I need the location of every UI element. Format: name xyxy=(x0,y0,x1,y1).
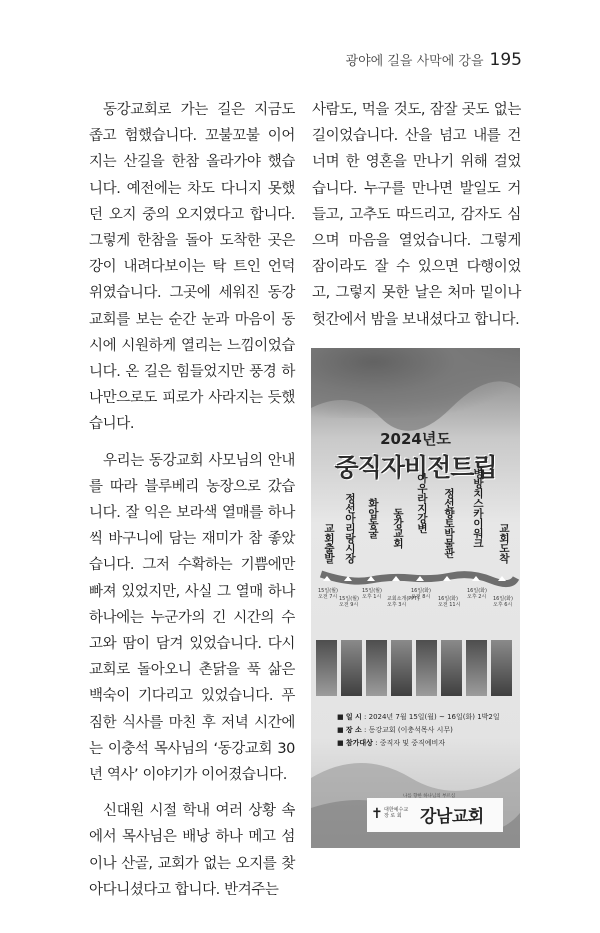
itinerary-stop-time: 15일(월) 오전 9시 xyxy=(339,596,359,608)
poster-year: 2024년도 xyxy=(380,430,451,448)
running-title: 광야에 길을 사막에 강을 xyxy=(345,54,484,69)
cross-icon: ✝ xyxy=(371,806,383,822)
itinerary-stop-time: 15일(월) 오후 1시 xyxy=(362,588,382,600)
itinerary-stop-time: 16일(화) 오전 11시 xyxy=(438,596,461,608)
paragraph: 신대원 시절 학내 여러 상황 속에서 목사님은 배낭 하나 메고 섬이나 산골, 교회가 없는 오지를 찾아다니셨다고 합니다. 반겨주는 xyxy=(89,803,295,898)
trip-poster xyxy=(311,348,520,848)
itinerary-stop-label: 화암동굴 xyxy=(367,498,379,538)
stop-photo xyxy=(441,640,462,696)
church-name: 강남교회 xyxy=(420,807,484,827)
itinerary-stop-time: 15일(월) 오전 7시 xyxy=(318,588,338,600)
itinerary-stop-time: 16일(화) 오후 6시 xyxy=(493,596,513,608)
itinerary-stop-label: 정선향토박물관 xyxy=(443,488,455,558)
poster-info-row: ■ 일 시 : 2024년 7월 15일(월) ~ 16일(화) 1박2일 xyxy=(337,713,500,721)
right-column xyxy=(312,97,521,343)
itinerary-stop-time: 16일(화) 오전 8시 xyxy=(411,588,431,600)
poster-info-row: ■ 참가대상 : 중직자 및 중직예비자 xyxy=(337,739,446,747)
stop-photo xyxy=(416,640,437,696)
paragraph: 동강교회로 가는 길은 지금도 좁고 험했습니다. 꼬불꼬불 이어지는 산길을 한참 올라가야 했습니다. 예전에는 차도 다니지 못했던 오지 중의 오지였다고 합니다. 그렇게 한참을 돌아 도착한 곳은 강이 내려다보이는 탁 트인 언덕 위였습니다. 그곳에 세워진 동강교회를 보는 순간 눈과 마음이 동시에 시원하게 열리는 느낌이었습니다. 온 길은 힘들었지만 풍경 하나만으로도 피로가 사라지는 듯했습니다. xyxy=(89,102,295,433)
bullet-square-icon: ■ xyxy=(337,739,346,747)
itinerary-stop-label: 동강교회 xyxy=(392,508,404,548)
bullet-square-icon: ■ xyxy=(337,713,346,721)
paragraph: 사람도, 먹을 것도, 잠잘 곳도 없는 길이었습니다. 산을 넘고 내를 건너며 한 영혼을 만나기 위해 걸었습니다. 누구를 만나면 발일도 거들고, 고추도 따드리고, 감자도 심으며 마음을 열었습니다. 그렇게 잠이라도 잘 수 있으면 다행이었고, 그렇지 못한 날은 처마 밑이나 헛간에서 밤을 보내셨다고 합니다. xyxy=(312,102,521,328)
paragraph: 우리는 동강교회 사모님의 안내를 따라 블루베리 농장으로 갔습니다. 잘 익은 보라색 열매를 하나씩 바구니에 담는 재미가 참 좋았습니다. 그저 수확하는 기쁨에만 빠져 있었지만, 사실 그 열매 하나하나에는 누군가의 긴 시간의 수고와 땀이 담겨 있었습니다. 다시 교회로 돌아오니 촌닭을 푹 삶은 백숙이 기다리고 있었습니다. 푸짐한 식사를 마친 후 저녁 시간에는 이충석 목사님의 ‘동강교회 30년 역사’ 이야기가 이어졌습니다. xyxy=(89,452,295,784)
church-slogan: 나를 향한 하나님의 부르심 xyxy=(403,794,456,799)
itinerary-stop-label: 정선아리랑시장 xyxy=(344,493,356,563)
itinerary-stop-label: 교회도착 xyxy=(498,523,510,563)
stop-photo xyxy=(341,640,362,696)
route-marker xyxy=(498,576,506,581)
stop-photo xyxy=(391,640,412,696)
itinerary-stop-time: 교회소개(PPT) 오후 3시 xyxy=(387,596,420,608)
running-header xyxy=(346,50,522,70)
itinerary-stop-label: 아우라지강변 xyxy=(416,473,428,533)
stop-photo xyxy=(466,640,487,696)
itinerary-stop-time: 16일(화) 오후 2시 xyxy=(467,588,487,600)
poster-info-row: ■ 장 소 : 동강교회 (이충석목사 시무) xyxy=(337,726,453,734)
stop-photo xyxy=(316,640,337,696)
stop-photo xyxy=(491,640,512,696)
itinerary-stop-label: 교회출발 xyxy=(323,523,335,563)
page-number: 195 xyxy=(489,50,522,70)
poster-title: 중직자비전트립 xyxy=(334,453,497,482)
itinerary-stop-label: 병방치스카이워크 xyxy=(472,468,484,548)
bullet-square-icon: ■ xyxy=(337,726,346,734)
church-denomination: 대한예수교 장 로 회 xyxy=(384,807,409,819)
left-column xyxy=(89,97,295,913)
stop-photo xyxy=(366,640,387,696)
